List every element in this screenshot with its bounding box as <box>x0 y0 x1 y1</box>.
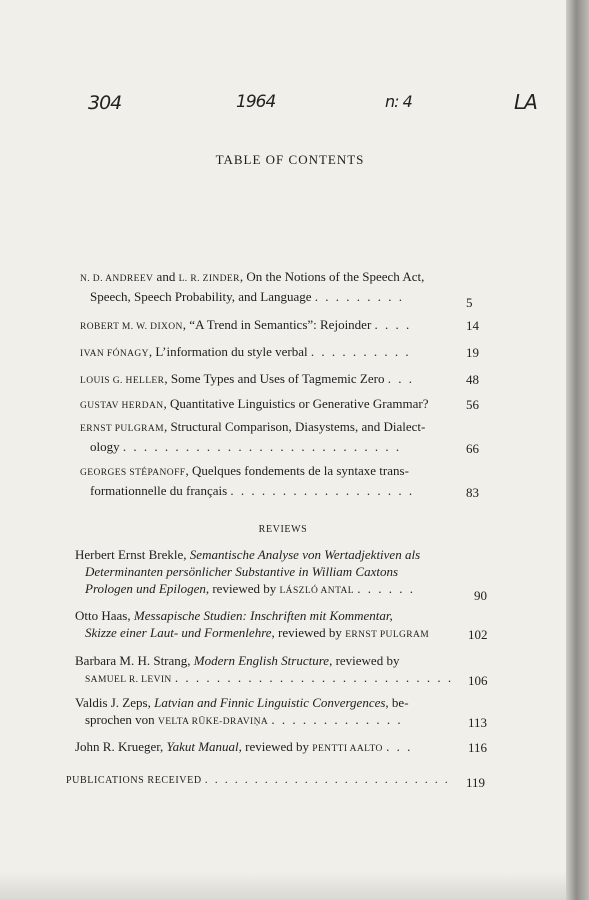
page-number: 5 <box>466 295 473 310</box>
article-title: , Quantitative Linguistics or Generative Grammar? <box>163 396 429 411</box>
leader-dots: . . . . . . . . . . . . . . . . . . . . . . . . . . . <box>174 670 454 685</box>
article-title: , Quelques fondements de la syntaxe trans- <box>185 463 409 478</box>
leader-dots: . . . . . . . . . . . . . . . . . . . . . . . . . . . <box>122 439 402 454</box>
leader-dots: . . . . . . . . . . . . . . . . . . <box>230 483 415 498</box>
article-title: Speech, Speech Probability, and Language <box>90 289 312 304</box>
page-number: 14 <box>466 318 479 333</box>
article-title: , L’information du style verbal <box>148 344 308 359</box>
article-title: , On the Notions of the Speech Act, <box>239 269 425 284</box>
page-number: 19 <box>466 345 479 360</box>
reviewer-name: SAMUEL R. LEVIN <box>85 675 172 685</box>
page-number: 56 <box>466 397 479 412</box>
handwritten-note-year: 1964 <box>236 92 276 112</box>
reviewer-name: PENTTI AALTO <box>312 744 383 754</box>
publications-received-entry <box>66 772 450 787</box>
handwritten-note-initials: LA <box>514 90 537 114</box>
toc-entry <box>80 316 460 336</box>
leader-dots: . . . <box>386 739 413 754</box>
section-heading-reviews: REVIEWS <box>258 524 308 535</box>
page-number: 113 <box>468 715 488 730</box>
review-entry: Valdis J. Zeps, Latvian and Finnic Linguistic Convergences, be- sprochen von VELTA RŪKE-DRAVIŅA . . . . . . . . . . . . . <box>75 695 409 727</box>
review-entry: Barbara M. H. Strang, Modern English Structure, reviewed by SAMUEL R. LEVIN . . . . . . . . . . . . . . . . . . . . . . . . . . . <box>75 653 454 685</box>
article-title: , Structural Comparison, Diasystems, and Dialect- <box>163 419 426 434</box>
author-name: N. D. ANDREEV <box>80 274 154 284</box>
page-number: 119 <box>466 775 486 790</box>
review-entry: John R. Krueger, Yakut Manual, reviewed by PENTTI AALTO . . . <box>75 739 413 754</box>
handwritten-note-number: 304 <box>88 92 122 114</box>
book-spine-gutter <box>566 0 589 900</box>
book-title: Yakut Manual <box>166 739 239 754</box>
toc-entry: N. D. ANDREEV and L. R. ZINDER, On the Notions of the Speech Act, Speech, Speech Probability, and Language . . . . . . . . . <box>80 269 425 304</box>
book-title: Messapische Studien: Inschriften mit Kommentar, <box>133 608 393 623</box>
page-bottom-shadow <box>0 872 566 900</box>
leader-dots: . . . . . . . . . . . . . . . . . . . . . . . . . <box>204 772 450 786</box>
toc-entry <box>80 343 460 363</box>
leader-dots: . . . . . . <box>357 581 415 596</box>
reviewer-name: VELTA RŪKE-DRAVIŅA <box>157 717 269 727</box>
leader-dots: . . . <box>387 371 414 386</box>
reviewer-name: ERNST PULGRAM <box>345 630 430 640</box>
book-title: Skizze einer Laut- und Formenlehre <box>85 625 272 640</box>
toc-entry <box>80 462 460 499</box>
page-number: 66 <box>466 441 479 456</box>
book-title: Determinanten persönlicher Substantive in William Caxtons <box>85 564 399 579</box>
toc-entry <box>80 418 460 455</box>
review-entry: Otto Haas, Messapische Studien: Inschriften mit Kommentar, Skizze einer Laut- und Formenlehre, reviewed by ERNST PULGRAM <box>75 608 430 640</box>
article-title: formationnelle du français <box>90 483 228 498</box>
article-title: , Some Types and Uses of Tagmemic Zero <box>164 371 385 386</box>
author-name: ERNST PULGRAM <box>80 424 164 434</box>
book-title: Semantische Analyse von Wertadjektiven als <box>189 547 421 562</box>
toc-entry <box>80 395 460 415</box>
leader-dots: . . . . . . . . . <box>314 289 405 304</box>
author-name: GEORGES STÉPANOFF <box>80 468 186 478</box>
page-title: TABLE OF CONTENTS <box>215 152 365 167</box>
page-number: 106 <box>468 673 488 688</box>
review-entry: Herbert Ernst Brekle, Semantische Analyse von Wertadjektiven als Determinanten persönlicher Substantive in William Caxtons Prologen und Epilogen, reviewed by LÁSZLÓ ANTAL . . . . . . <box>75 547 421 596</box>
publications-label: PUBLICATIONS RECEIVED <box>66 775 202 786</box>
page-number: 102 <box>468 627 488 642</box>
author-name: L. R. ZINDER <box>178 274 240 284</box>
page-number: 83 <box>466 485 479 500</box>
page-number: 116 <box>468 740 488 755</box>
article-title: , “A Trend in Semantics”: Rejoinder <box>182 317 372 332</box>
page-number: 90 <box>474 588 487 603</box>
toc-entry <box>80 370 460 390</box>
book-title: Latvian and Finnic Linguistic Convergences <box>154 695 386 710</box>
leader-dots: . . . . <box>374 317 412 332</box>
handwritten-note-issue: n: 4 <box>385 92 412 111</box>
book-title: Modern English Structure <box>193 653 330 668</box>
article-title: ology <box>90 439 120 454</box>
author-name: LOUIS G. HELLER <box>80 376 165 386</box>
author-name: IVAN FÓNAGY <box>80 349 149 359</box>
author-name: GUSTAV HERDAN <box>80 401 164 411</box>
page-number: 48 <box>466 372 479 387</box>
author-name: ROBERT M. W. DIXON <box>80 322 183 332</box>
reviewer-name: LÁSZLÓ ANTAL <box>279 586 354 596</box>
leader-dots: . . . . . . . . . . . . . <box>271 712 403 727</box>
book-title: Prologen und Epilogen <box>85 581 206 596</box>
leader-dots: . . . . . . . . . . <box>310 344 411 359</box>
